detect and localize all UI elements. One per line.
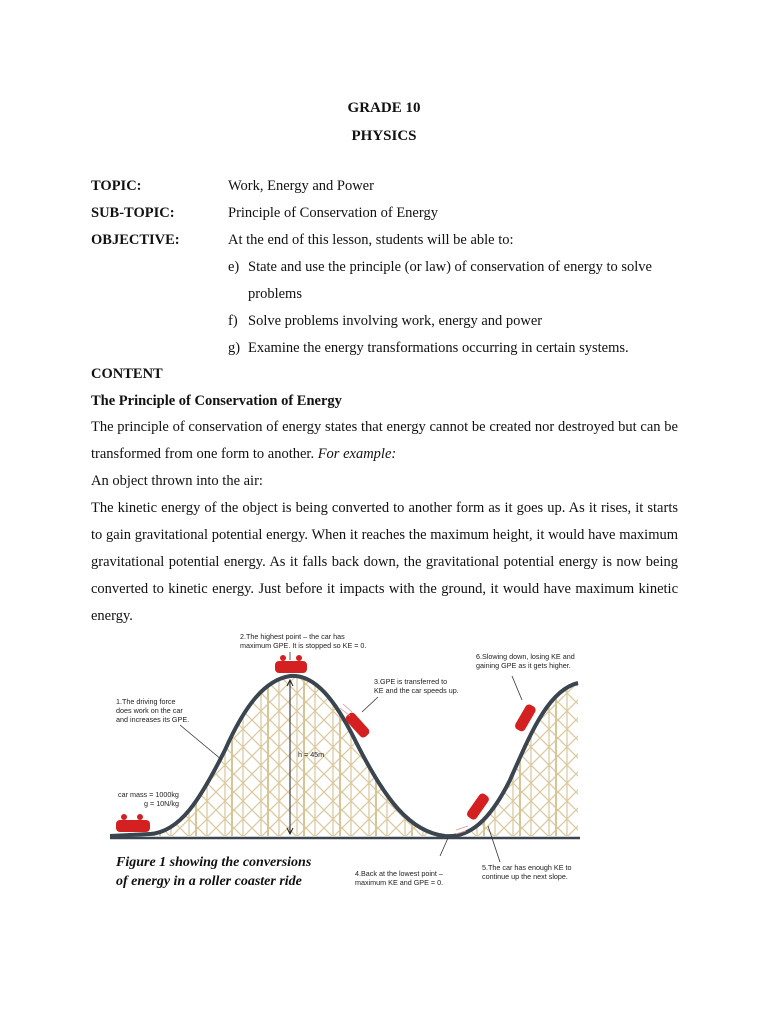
label-mass: car mass = 1000kg g = 10N/kg (118, 790, 179, 808)
objective-item-e-cont: problems (248, 286, 302, 302)
label-lowest-point: 4.Back at the lowest point – maximum KE and GPE = 0. (355, 869, 444, 887)
figure-caption: Figure 1 showing the conversions of energy in a roller coaster ride (116, 855, 312, 889)
subtopic-label: SUB-TOPIC: (91, 205, 175, 221)
label-gpe-transferred: 3.GPE is transferred to KE and the car speeds up. (374, 677, 459, 695)
objective-text: Examine the energy transformations occurring in certain systems. (248, 340, 629, 356)
label-driving-force: 1.The driving force does work on the car and increases its GPE. (116, 697, 190, 724)
objective-text: State and use the principle (or law) of conservation of energy to solve (248, 259, 652, 275)
objective-value: At the end of this lesson, students will be able to: (228, 232, 514, 248)
grade-heading: GRADE 10 (347, 100, 421, 116)
topic-value: Work, Energy and Power (228, 178, 374, 194)
car-start (116, 814, 150, 832)
scaffold-lattice (110, 670, 580, 838)
label-slowing-down: 6.Slowing down, losing KE and gaining GPE as it gets higher. (476, 652, 575, 670)
car-top (275, 655, 307, 673)
subtopic-value: Principle of Conservation of Energy (228, 205, 438, 221)
objective-marker: e) (228, 259, 240, 275)
content-subheading: The Principle of Conservation of Energy (91, 393, 342, 409)
objective-label: OBJECTIVE: (91, 232, 180, 248)
label-enough-ke: 5.The car has enough KE to continue up the next slope. (482, 863, 572, 881)
paragraph-text: The principle of conservation of energy states that energy cannot be created nor destroyed but can be transformed from one form to another. (91, 419, 678, 462)
example-text: For example: (317, 446, 397, 462)
label-highest-point: 2.The highest point – the car has maximum GPE. It is stopped so KE = 0. (240, 632, 367, 650)
paragraph-object-thrown: An object thrown into the air: (91, 473, 263, 489)
topic-label: TOPIC: (91, 178, 142, 194)
paragraph-kinetic-energy: The kinetic energy of the object is being converted to another form as it goes up. As it rises, it starts to gain gravitational potential energy. When it reaches the maximum height, it would have maximum gravitational potential energy. As it falls back down, the gravitational potential energy is now being converted to kinetic energy. Just before it impacts with the ground, it would have maximum kinetic energy. (91, 500, 678, 624)
objective-marker: g) (228, 340, 241, 356)
objective-text: Solve problems involving work, energy and power (248, 313, 543, 329)
subject-heading: PHYSICS (351, 128, 417, 144)
objective-marker: f) (228, 313, 238, 329)
content-heading: CONTENT (91, 366, 163, 382)
label-height: h = 45m (298, 750, 325, 759)
